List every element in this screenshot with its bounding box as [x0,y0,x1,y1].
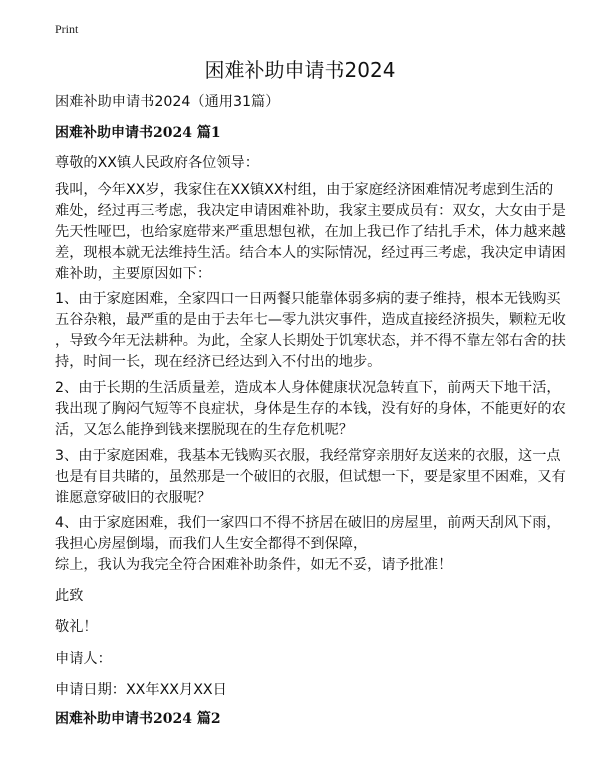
line: 我担心房屋倒塌，而我们人生安全都得不到保障， [55,536,368,552]
line: ，导致今年无法耕种。为此，全家人长期处于饥寒状态，并不得不靠左邻右舍的扶 [55,333,566,349]
application-date: 申请日期：XX年XX月XX日 [55,682,227,698]
line: 先天性哑巴，也给家庭带来严重思想包袱，在加上我已作了结扎手术，体力越来越 [55,224,566,240]
line: 4、由于家庭困难，我们一家四口不得不挤居在破旧的房屋里，前两天刮风下雨， [55,515,561,531]
line: 难处，经过再三考虑，我决定申请困难补助，我家主要成员有：双女，大女由于是 [55,203,566,219]
line: 我叫，今年XX岁，我家住在XX镇XX村组，由于家庭经济困难情况考虑到生活的 [55,182,554,198]
line: 我出现了胸闷气短等不良症状，身体是生存的本钱，没有好的身体，不能更好的农 [55,401,566,417]
section-heading-2: 困难补助申请书2024 篇2 [55,711,221,727]
applicant-label: 申请人： [55,651,112,667]
closing-2: 敬礼！ [55,619,98,635]
paragraph-reason-4 [55,513,561,555]
document-title: 困难补助申请书2024 [204,58,396,82]
line: 1、由于家庭困难，全家四口一日两餐只能靠体弱多病的妻子维持，根本无钱购买 [55,291,561,307]
paragraph-conclusion [55,555,555,576]
line: 2、由于长期的生活质量差，造成本人身体健康状况急转直下，前两天下地干活， [55,380,561,396]
line: 差，现根本就无法维持生活。结合本人的实际情况，经过再三考虑，我决定申请困 [55,245,566,261]
closing-1: 此致 [55,588,84,604]
line: 谁愿意穿破旧的衣服呢？ [55,490,212,506]
paragraph-reason-2 [55,378,566,441]
document-subtitle: 困难补助申请书2024（通用31篇） [55,94,280,110]
line: 活，又怎么能挣到钱来摆脱现在的生存危机呢？ [55,422,353,438]
print-link[interactable]: Print [55,22,79,36]
line: 难补助，主要原因如下： [55,266,212,282]
line: 持，时间一长，现在经济已经达到入不付出的地步。 [55,354,382,370]
salutation: 尊敬的XX镇人民政府各位领导： [55,155,259,171]
line: 3、由于家庭困难，我基本无钱购买衣服，我经常穿亲朋好友送来的衣服，这一点 [55,448,561,464]
paragraph-intro [55,180,566,285]
paragraph-reason-3 [55,446,566,509]
paragraph-reason-1 [55,289,566,373]
line: 也是有目共睹的，虽然那是一个破旧的衣服，但试想一下，要是家里不困难，又有 [55,469,566,485]
line: 五谷杂粮，最严重的是由于去年七—零九洪灾事件，造成直接经济损失，颗粒无收 [55,312,566,328]
section-heading-1: 困难补助申请书2024 篇1 [55,125,221,141]
line: 综上，我认为我完全符合困难补助条件，如无不妥，请予批准！ [55,557,453,573]
